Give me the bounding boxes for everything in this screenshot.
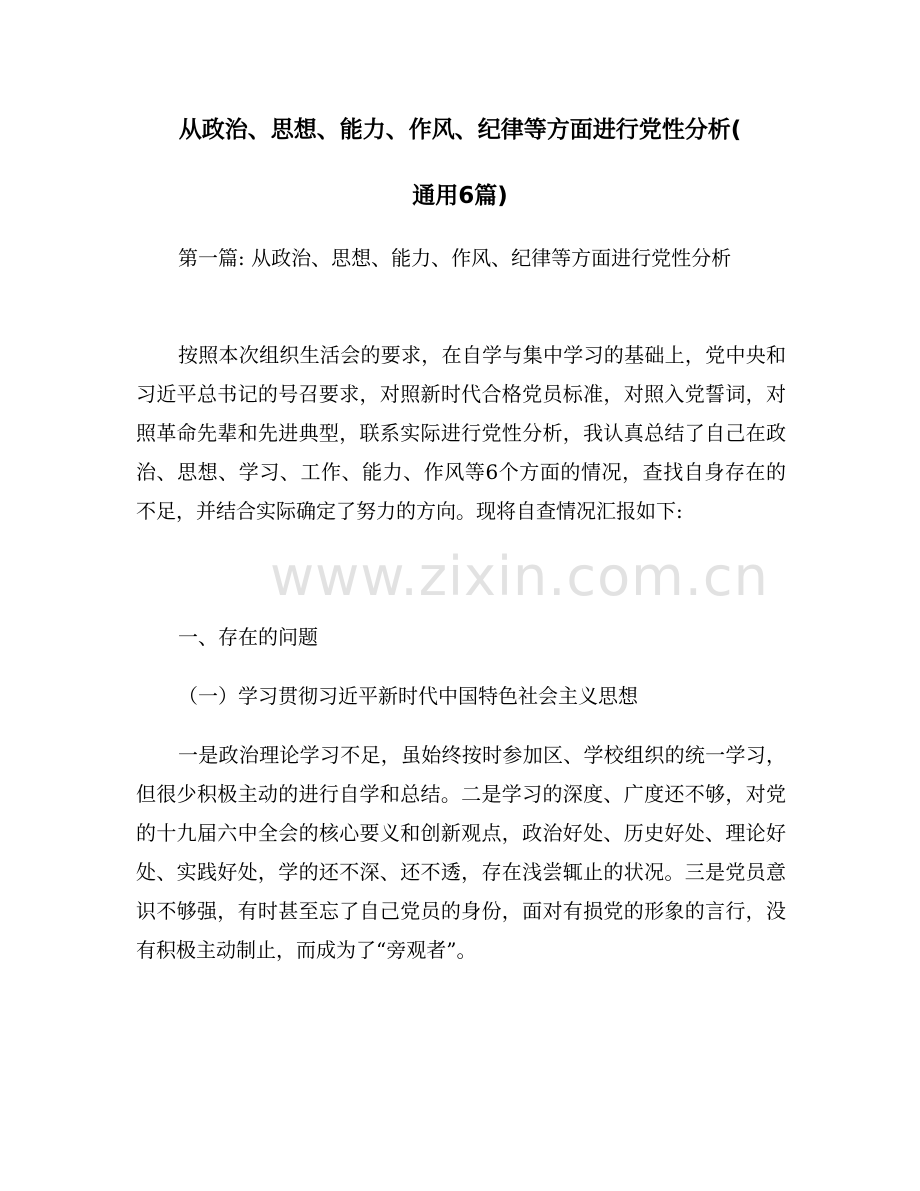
watermark: www.zixin.com.cn xyxy=(270,545,769,608)
heading-existing-problems: 一、存在的问题 xyxy=(178,625,318,649)
document-title-line-2: 通用6篇) xyxy=(412,183,508,209)
document-title-line-1: 从政治、思想、能力、作风、纪律等方面进行党性分析( xyxy=(178,117,742,143)
body-paragraph: 一是政治理论学习不足，虽始终按时参加区、学校组织的统一学习，但很少积极主动的进行自学和总结。二是学习的深度、广度还不够，对党的十九届六中全会的核心要义和创新观点，政治好处、历史好处、理论好处、实践好处，学的还不深、还不透，存在浅尝辄止的状况。三是党员意识不够强，有时甚至忘了自己党员的身份，面对有损党的形象的言行，没有积极主动制止，而成为了“旁观者”。 xyxy=(136,743,786,962)
section-heading: 第一篇: 从政治、思想、能力、作风、纪律等方面进行党性分析 xyxy=(178,246,732,270)
intro-paragraph: 按照本次组织生活会的要求，在自学与集中学习的基础上，党中央和习近平总书记的号召要求，对照新时代合格党员标准，对照入党誓词，对照革命先辈和先进典型，联系实际进行党性分析，我认真总结了自己在政治、思想、学习、工作、能力、作风等6个方面的情况，查找自身存在的不足，并结合实际确定了努力的方向。现将自查情况汇报如下: xyxy=(136,343,786,523)
subheading-study: （一）学习贯彻习近平新时代中国特色社会主义思想 xyxy=(178,684,638,708)
